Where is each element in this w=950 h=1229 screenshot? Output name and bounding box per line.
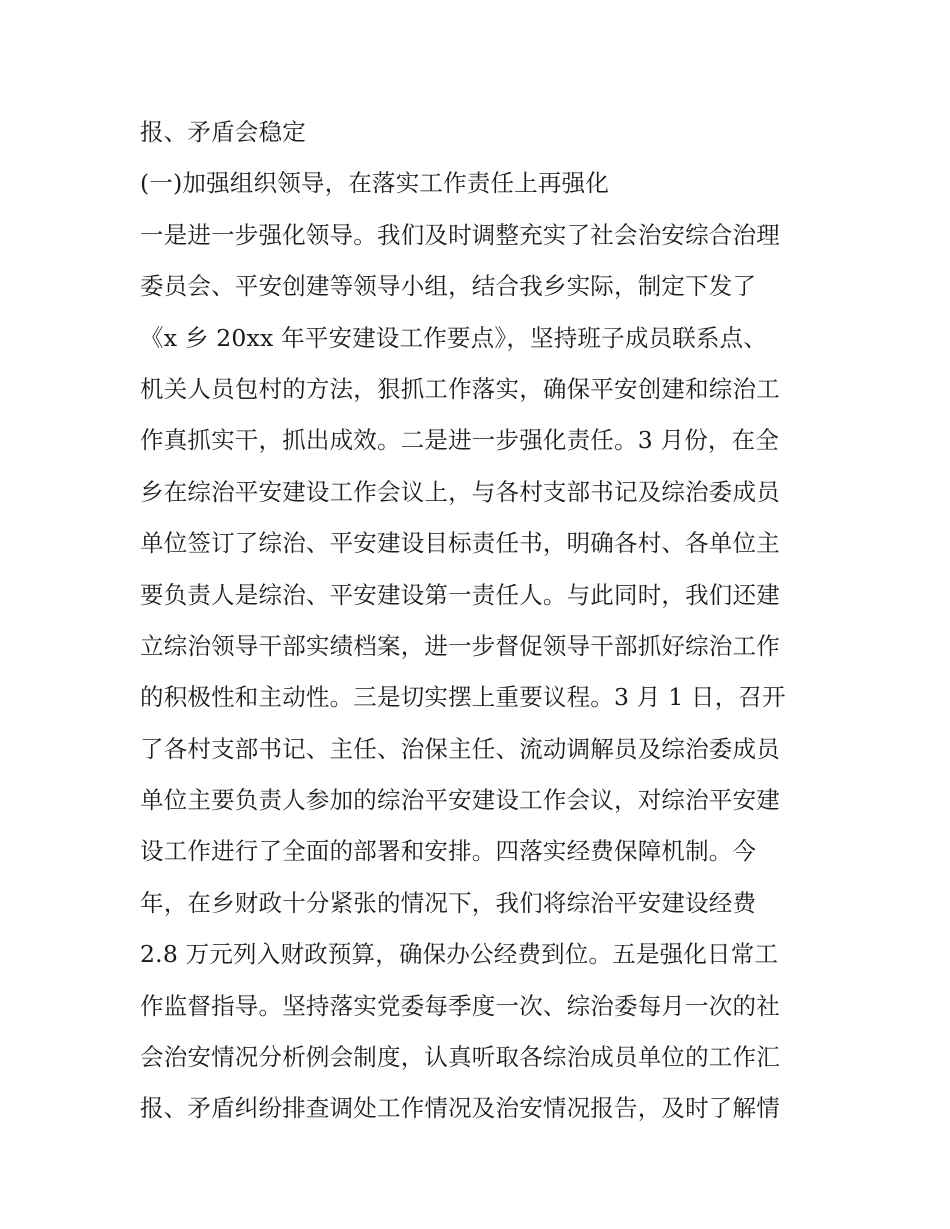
text-line-6: 机关人员包村的方法，狠抓工作落实，确保平安创建和综治工 [140, 374, 780, 403]
text-line-18: 作监督指导。坚持落实党委每季度一次、综治委每月一次的社 [140, 991, 780, 1020]
text-line-13: 了各村支部书记、主任、治保主任、流动调解员及综治委成员 [140, 734, 780, 763]
text-line-5: 《x 乡 20xx 年平安建设工作要点》，坚持班子成员联系点、 [140, 323, 768, 352]
section-heading: (一)加强组织领导，在落实工作责任上再强化 [140, 169, 610, 198]
text-line-3: 一是进一步强化领导。我们及时调整充实了社会治安综合治理 [140, 220, 780, 249]
text-line-14: 单位主要负责人参加的综治平安建设工作会议，对综治平安建 [140, 786, 780, 815]
text-line-20: 报、矛盾纠纷排查调处工作情况及治安情况报告，及时了解情 [140, 1094, 780, 1123]
text-line-12: 的积极性和主动性。三是切实摆上重要议程。3 月 1 日，召开 [140, 683, 786, 712]
text-line-16: 年，在乡财政十分紧张的情况下，我们将综治平安建设经费 [140, 888, 757, 917]
text-line-1: 报、矛盾会稳定 [140, 118, 306, 146]
text-line-17: 2.8 万元列入财政预算，确保办公经费到位。五是强化日常工 [140, 940, 779, 969]
text-line-10: 要负责人是综治、平安建设第一责任人。与此同时，我们还建 [140, 580, 780, 609]
text-line-7: 作真抓实干，抓出成效。二是进一步强化责任。3 月份，在全 [140, 426, 780, 455]
text-line-8: 乡在综治平安建设工作会议上，与各村支部书记及综治委成员 [140, 477, 780, 506]
text-line-19: 会治安情况分析例会制度，认真听取各综治成员单位的工作汇 [140, 1043, 780, 1072]
text-line-4: 委员会、平安创建等领导小组，结合我乡实际，制定下发了 [140, 272, 757, 301]
text-line-15: 设工作进行了全面的部署和安排。四落实经费保障机制。今 [140, 837, 757, 866]
text-line-9: 单位签订了综治、平安建设目标责任书，明确各村、各单位主 [140, 529, 780, 558]
document-body [140, 107, 830, 1135]
text-line-11: 立综治领导干部实绩档案，进一步督促领导干部抓好综治工作 [140, 631, 780, 660]
